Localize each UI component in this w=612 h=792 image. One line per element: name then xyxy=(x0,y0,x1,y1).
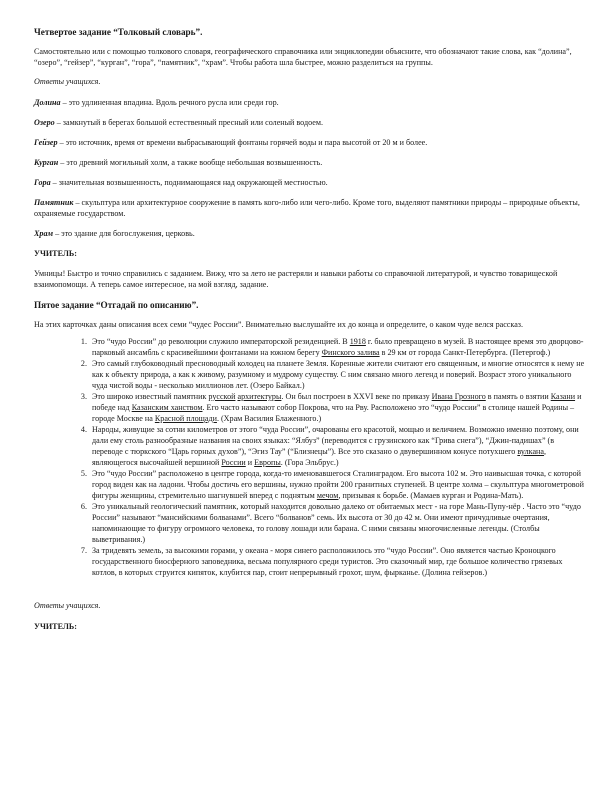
wonder-text: г. было превращено в музей. В настоящее время это дворцово-парковый ансамбль с красивейшими фонтанами на южном берегу xyxy=(92,337,584,357)
hyperlink[interactable]: Европы xyxy=(254,458,281,467)
wonder-item xyxy=(89,501,586,545)
wonder-text: и xyxy=(245,458,255,467)
wonder-text: , призывая к борьбе. (Мамаев курган и Родина-Мать). xyxy=(338,491,524,500)
hyperlink[interactable]: Красной площади xyxy=(154,414,217,423)
wonder-text: . (Храм Василия Блаженного.) xyxy=(216,414,322,423)
wonder-text: . (Гора Эльбрус.) xyxy=(280,458,339,467)
wonder-text: Это “чудо России” расположено в центре города, когда-то именовавшегося Сталинградом. Его высота 102 м. Это наивысшая точка, с которой город виден как на ладони. Чтобы достичь его вершины, нужно пройти 200 гранитных ступеней. В центре холма – скульптура многометровой фигуры женщины, стремительно шагнувшей вперед с поднятым xyxy=(92,469,584,500)
definition-term: Долина xyxy=(34,98,61,107)
definition-text: – значительная возвышенность, поднимающаяся над окружающей местностью. xyxy=(50,178,328,187)
hyperlink[interactable]: 1918 xyxy=(349,337,366,346)
definition-text: – замкнутый в берегах большой естественный пресный или соленый водоем. xyxy=(54,118,323,127)
definition-text: – это здание для богослужения, церковь. xyxy=(53,229,195,238)
definition-item xyxy=(34,117,586,128)
wonder-text: Это “чудо России” до революции служило императорской резиденцией. В xyxy=(92,337,350,346)
definition-text: – скульптура или архитектурное сооружение в память кого-либо или чего-либо. Кроме того, выделяют памятники природы – природные объекты, охраняемые государством. xyxy=(34,198,580,218)
hyperlink[interactable]: Ивана Грозного xyxy=(431,392,486,401)
definition-text: – это древний могильный холм, а также вообще небольшая возвышенность. xyxy=(58,158,323,167)
definition-item xyxy=(34,137,586,148)
wonder-text: , являющегося высочайшей вершиной xyxy=(92,447,546,467)
wonder-text: Народы, живущие за сотни километров от этого “чуда России”, очарованы его красотой, мощью и величием. Возможно именно поэтому, они дали ему столь разнообразные названия на своих языках: “Ялбуз” (переводится с грузинского как “Грива снега”), “Джин-падишах” (в переводе с тюркского “Царь горных духов”), “Эгиз Тау” (“Близнецы”). Все это сказано о двувершинном конусе потухшего xyxy=(92,425,579,456)
definition-text: – это источник, время от времени выбрасывающий фонтаны горячей воды и пара высотой от 20 м и более. xyxy=(57,138,428,147)
task5-teacher-label: УЧИТЕЛЬ: xyxy=(34,622,77,631)
hyperlink[interactable]: Финского залива xyxy=(321,348,380,357)
wonder-text: Это широко известный памятник xyxy=(92,392,209,401)
hyperlink[interactable]: Казани xyxy=(550,392,576,401)
hyperlink[interactable]: архитектуры xyxy=(237,392,282,401)
definition-term: Памятник xyxy=(34,198,74,207)
wonder-item xyxy=(89,391,586,424)
definition-term: Курган xyxy=(34,158,59,167)
task4-answers-label: Ответы учащихся. xyxy=(34,77,101,86)
wonder-text: и победе над xyxy=(92,392,582,412)
definition-item xyxy=(34,97,586,108)
definition-term: Гора xyxy=(34,178,51,187)
hyperlink[interactable]: Казанским ханством xyxy=(131,403,203,412)
definition-item xyxy=(34,197,586,219)
task5-intro: На этих карточках даны описания всех семи “чудес России”. Внимательно выслушайте их до конца и определите, о каком чуде велся рассказ. xyxy=(34,320,524,329)
wonder-text: Это уникальный геологический памятник, который находится довольно далеко от обитаемых мест - на горе Мань-Пупу-нёр . Часто это “чудо России” называют “мансийскими болванами”. Всего “болванов” семь. Их высота от 30 до 42 м. Они имеют причудливые очертания, напоминающие то фигуру огромного человека, то голову лошади или барана. С ними связаны многочисленные легенды. (Столбы выветривания.) xyxy=(92,502,581,544)
hyperlink[interactable]: вулкана xyxy=(517,447,544,456)
task5-answers-label: Ответы учащихся. xyxy=(34,601,101,610)
wonder-item xyxy=(89,545,586,578)
hyperlink[interactable]: мечом xyxy=(316,491,339,500)
wonder-item xyxy=(89,358,586,391)
wonders-list xyxy=(34,336,586,578)
task5-title: Пятое задание “Отгадай по описанию”. xyxy=(34,300,199,310)
definition-item xyxy=(34,228,586,239)
definition-term: Озеро xyxy=(34,118,55,127)
hyperlink[interactable]: русской xyxy=(208,392,236,401)
definition-item xyxy=(34,177,586,188)
definition-item xyxy=(34,157,586,168)
definition-text: – это удлиненная впадина. Вдоль речного русла или среди гор. xyxy=(60,98,279,107)
task4-teacher-text: Умницы! Быстро и точно справились с заданием. Вижу, что за лето не растеряли и навыки работы со справочной литературой, и чувство товарищеской взаимопомощи. А теперь самое интересное, на мой взгляд, задание. xyxy=(34,269,558,289)
wonder-item xyxy=(89,424,586,468)
definition-term: Гейзер xyxy=(34,138,58,147)
task4-title: Четвертое задание “Толковый словарь”. xyxy=(34,27,203,37)
wonder-text: За тридевять земель, за высокими горами, у океана - моря синего расположилось это “чудо России”. Оно является частью Кроноцкого государственного биосферного заповедника, весьма популярного среди туристов. Это сказочный мир, где большое количество грязевых котлов, в которых струится кипяток, клубится пар, стоит непрерывный грохот, шум, фырканье. (Долина гейзеров.) xyxy=(92,546,563,577)
wonder-item xyxy=(89,336,586,358)
wonder-text: в память о взятии xyxy=(485,392,551,401)
task4-intro: Самостоятельно или с помощью толкового словаря, географического справочника или энциклопедии объясните, что обозначают такие слова, как “долина”, “озеро”, “гейзер”, “курган”, “гора”, “памятник”, “храм”. Чтобы работа шла быстрее, можно разделиться на группы. xyxy=(34,47,572,67)
wonder-text: . Его часто называют собор Покрова, что на Рву. Расположено это “чудо России” в столице нашей Родины – городе Москве на xyxy=(92,403,575,423)
wonder-text: в 29 км от города Санкт-Петербурга. (Петергоф.) xyxy=(379,348,551,357)
wonder-text: Это самый глубоководный пресноводный колодец на планете Земля. Коренные жители считают его священным, и многие относятся к нему не как к объекту природа, а как к живому, разумному и мудрому существу. С ним связано много легенд и поверий. Возраст этого уникального чуда чистой воды - несколько миллионов лет. (Озеро Байкал.) xyxy=(92,359,585,390)
wonder-text: . Он был построен в XXVI веке по приказу xyxy=(281,392,432,401)
definition-term: Храм xyxy=(34,229,54,238)
definitions-list xyxy=(34,97,586,239)
wonder-item xyxy=(89,468,586,501)
hyperlink[interactable]: России xyxy=(221,458,246,467)
task4-teacher-label: УЧИТЕЛЬ: xyxy=(34,249,77,258)
